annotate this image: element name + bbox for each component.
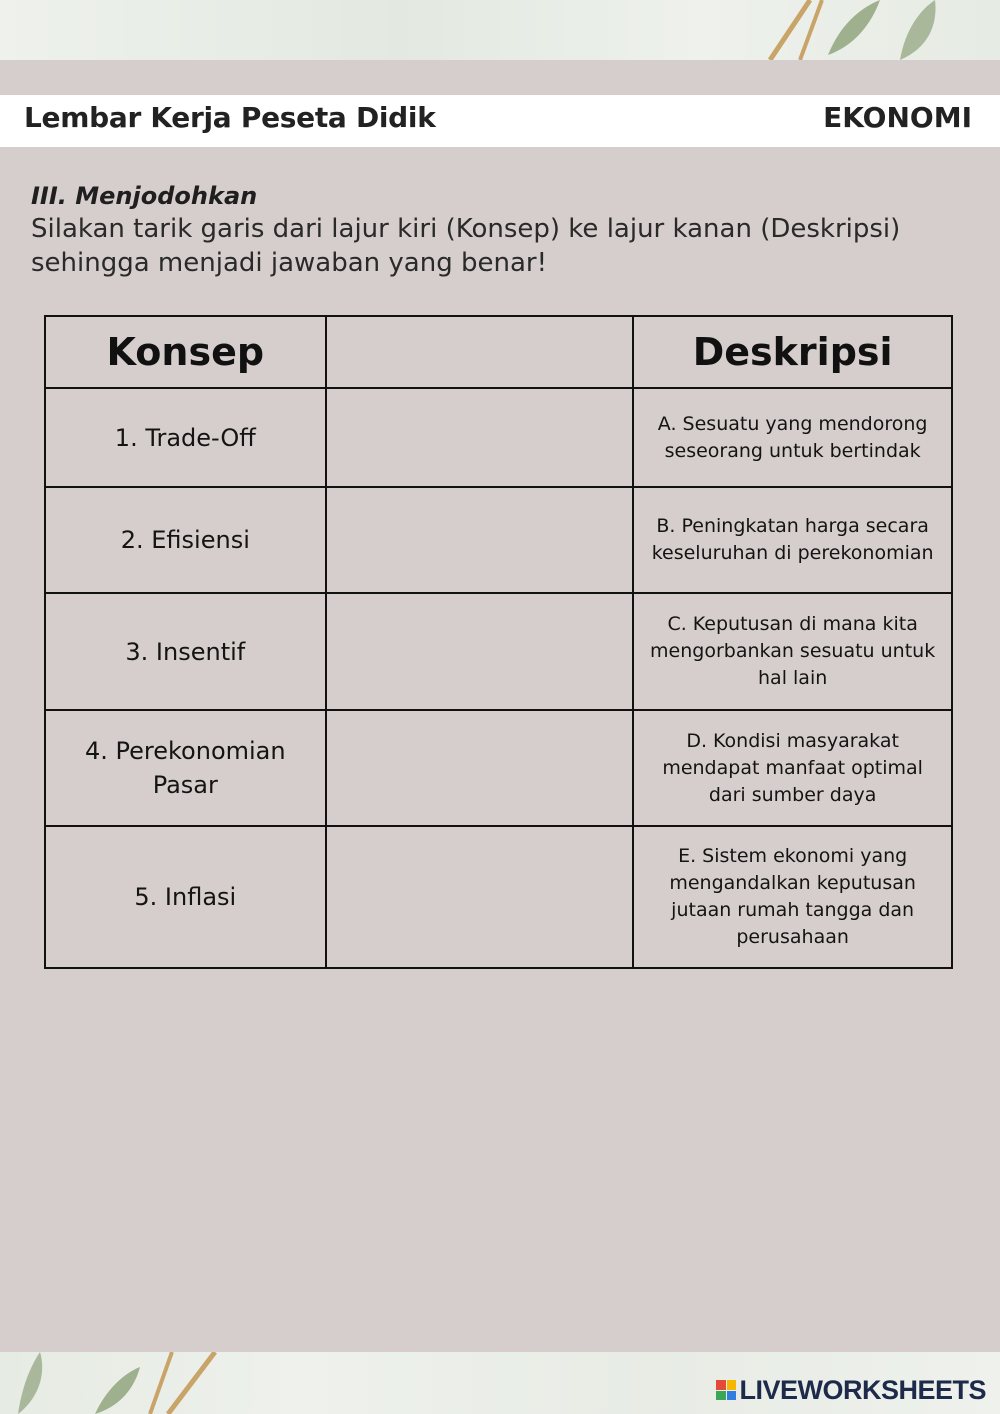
- matching-table: [44, 315, 953, 969]
- konsep-cell[interactable]: 2. Efisiensi: [45, 487, 326, 593]
- top-decorative-band: [0, 0, 1000, 60]
- logo-text: LIVEWORKSHEETS: [739, 1374, 986, 1405]
- matching-area-cell[interactable]: [326, 826, 634, 968]
- table-row: [45, 826, 952, 968]
- konsep-cell[interactable]: 4. Perekonomian Pasar: [45, 710, 326, 826]
- instruction-text: Silakan tarik garis dari lajur kiri (Konsep) ke lajur kanan (Deskripsi) sehingga menjadi jawaban yang benar!: [31, 214, 901, 278]
- matching-area-cell[interactable]: [326, 593, 634, 710]
- subject-label: EKONOMI: [823, 101, 972, 134]
- logo-square-icon: [716, 1391, 726, 1401]
- leaf-decoration-top: [0, 0, 1000, 60]
- matching-area-cell[interactable]: [326, 710, 634, 826]
- deskripsi-cell[interactable]: C. Keputusan di mana kita mengorbankan sesuatu untuk hal lain: [633, 593, 952, 710]
- deskripsi-cell[interactable]: D. Kondisi masyarakat mendapat manfaat optimal dari sumber daya: [633, 710, 952, 826]
- header-deskripsi: Deskripsi: [633, 316, 952, 388]
- matching-area-cell[interactable]: [326, 388, 634, 487]
- konsep-cell[interactable]: 3. Insentif: [45, 593, 326, 710]
- logo-square-icon: [727, 1391, 737, 1401]
- section-title: III. Menjodohkan: [31, 182, 258, 210]
- deskripsi-cell[interactable]: B. Peningkatan harga secara keseluruhan di perekonomian: [633, 487, 952, 593]
- konsep-cell[interactable]: 5. Inflasi: [45, 826, 326, 968]
- deskripsi-cell[interactable]: E. Sistem ekonomi yang mengandalkan keputusan jutaan rumah tangga dan perusahaan: [633, 826, 952, 968]
- worksheet-title: Lembar Kerja Peseta Didik: [24, 101, 436, 134]
- liveworksheets-logo[interactable]: [716, 1374, 986, 1406]
- konsep-cell[interactable]: 1. Trade-Off: [45, 388, 326, 487]
- logo-mark-icon: [716, 1380, 736, 1400]
- logo-square-icon: [716, 1380, 726, 1390]
- table-row: [45, 388, 952, 487]
- table-row: [45, 487, 952, 593]
- deskripsi-cell[interactable]: A. Sesuatu yang mendorong seseorang untuk bertindak: [633, 388, 952, 487]
- header-konsep: Konsep: [45, 316, 326, 388]
- table-row: [45, 593, 952, 710]
- table-row: [45, 710, 952, 826]
- header-middle: [326, 316, 634, 388]
- table-header-row: [45, 316, 952, 388]
- logo-square-icon: [727, 1380, 737, 1390]
- matching-area-cell[interactable]: [326, 487, 634, 593]
